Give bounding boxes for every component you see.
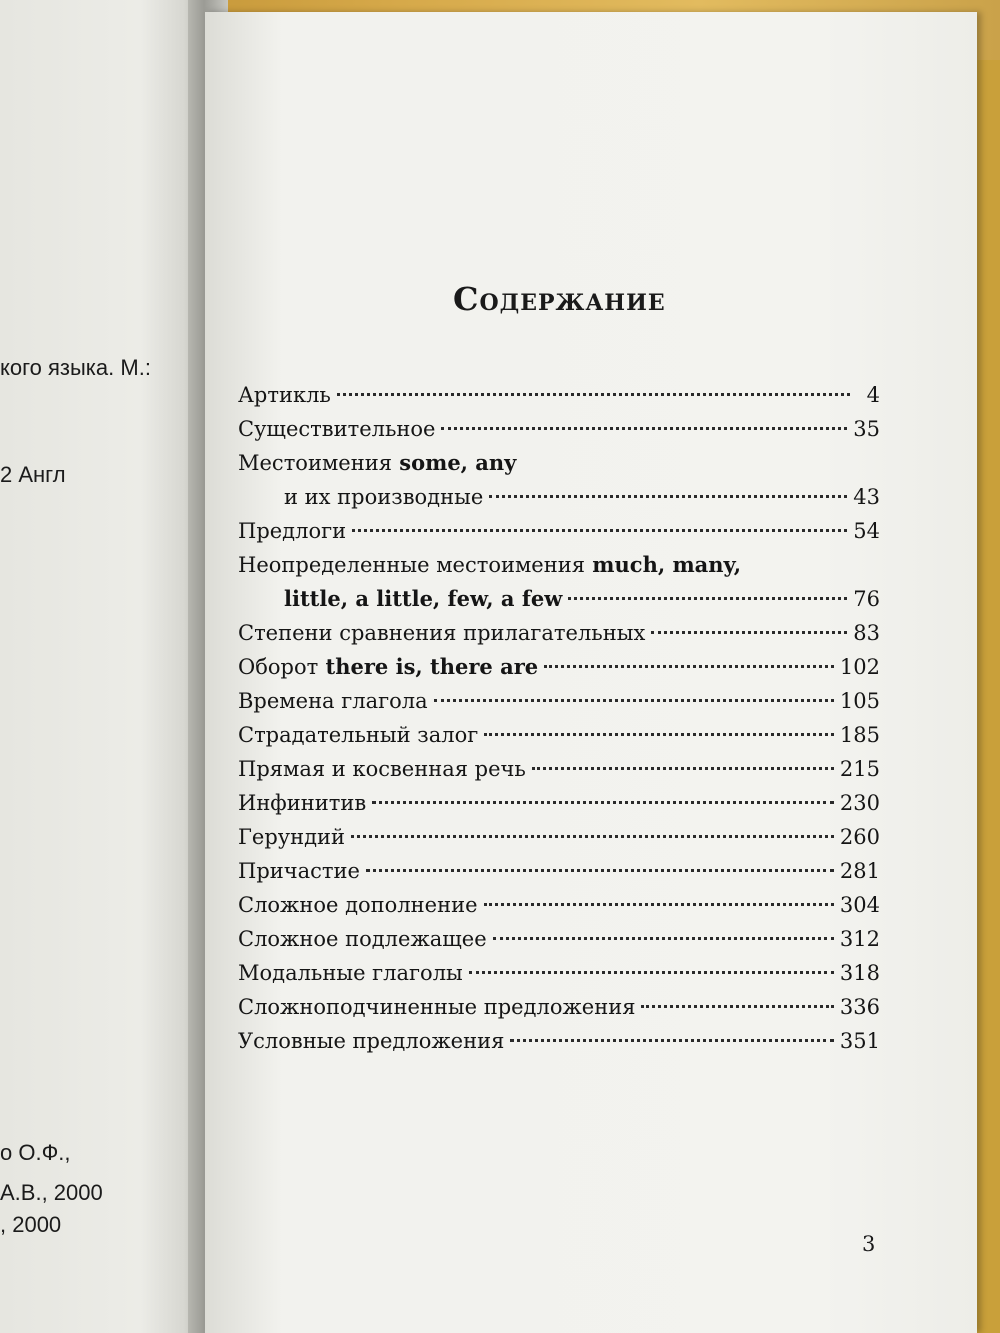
toc-entry <box>238 820 880 854</box>
toc-page-number: 4 <box>866 383 880 407</box>
toc-page-number: 230 <box>839 791 880 815</box>
toc-entry <box>238 616 880 650</box>
toc-leader-dots <box>568 597 847 600</box>
toc-title-text: и их производные <box>284 485 484 509</box>
toc-leader-dots <box>651 631 847 634</box>
toc-title-text: Сложное дополнение <box>238 893 478 917</box>
toc-page-number: 54 <box>853 519 880 543</box>
toc-entry-title <box>238 990 635 1024</box>
toc-entry <box>238 990 880 1024</box>
toc-entry <box>238 650 880 684</box>
toc-entry <box>238 922 880 956</box>
toc-title-text: Существительное <box>238 417 436 441</box>
toc-title-text: Прямая и косвенная речь <box>238 757 526 781</box>
toc-page-number: 215 <box>839 757 880 781</box>
toc-leader-dots <box>352 529 847 532</box>
toc-title-english: much, many, <box>584 552 742 577</box>
toc-title-text: Местоимения <box>238 451 392 475</box>
toc-title-text: Герундий <box>238 825 346 849</box>
toc-leader-dots <box>434 699 834 702</box>
toc-leader-dots <box>484 733 834 736</box>
toc-entry <box>238 480 880 514</box>
toc-page-number: 351 <box>839 1029 880 1053</box>
toc-title-text: Артикль <box>238 383 331 407</box>
toc-entry-title <box>284 480 483 514</box>
toc-page-number: 312 <box>839 927 880 951</box>
toc-leader-dots <box>372 801 834 804</box>
toc-entry-title <box>238 922 487 956</box>
toc-title-english: there is, there are <box>318 654 539 679</box>
toc-page-number: 43 <box>853 485 880 509</box>
toc-entry <box>238 412 880 446</box>
toc-entry-title <box>238 684 428 718</box>
toc-title-english: some, any <box>391 450 517 475</box>
page-title: Содержание <box>453 280 666 318</box>
toc-entry-title <box>238 786 366 820</box>
left-page <box>0 0 200 1333</box>
toc-entry <box>238 956 880 990</box>
toc-leader-dots <box>489 495 847 498</box>
toc-title-text: Модальные глаголы <box>238 961 463 985</box>
toc-page-number: 260 <box>839 825 880 849</box>
toc-title-text: Оборот <box>238 655 319 679</box>
toc-entry <box>238 514 880 548</box>
toc-entry-title <box>238 514 346 548</box>
toc-leader-dots <box>544 665 834 668</box>
toc-leader-dots <box>337 393 850 396</box>
toc-entry <box>238 854 880 888</box>
toc-entry-title <box>238 1024 504 1058</box>
toc-entry-title <box>238 616 645 650</box>
page-number: 3 <box>862 1232 876 1256</box>
toc-title-text: Страдательный залог <box>238 723 479 747</box>
toc-page-number: 304 <box>839 893 880 917</box>
toc-entry-title <box>238 412 435 446</box>
toc-entry-title <box>284 582 562 616</box>
toc-title-text: Сложное подлежащее <box>238 927 487 951</box>
toc-leader-dots <box>441 427 847 430</box>
toc-entry <box>238 684 880 718</box>
toc-page-number: 336 <box>839 995 880 1019</box>
toc-page-number: 105 <box>839 689 880 713</box>
toc-entry <box>238 752 880 786</box>
toc-entry-title <box>238 446 516 480</box>
table-of-contents <box>238 378 880 1058</box>
toc-title-text: Условные предложения <box>238 1029 505 1053</box>
toc-title-text: Времена глагола <box>238 689 428 713</box>
toc-title-text: Сложноподчиненные предложения <box>238 995 636 1019</box>
toc-leader-dots <box>366 869 834 872</box>
toc-page-number: 318 <box>839 961 880 985</box>
toc-entry-title <box>238 752 526 786</box>
toc-title-text: Предлоги <box>238 519 347 543</box>
toc-title-text: Степени сравнения прилагательных <box>238 621 646 645</box>
left-fragment: 2 Англ <box>0 462 66 487</box>
toc-title-text: Неопределенные местоимения <box>238 553 585 577</box>
toc-page-number: 76 <box>853 587 880 611</box>
left-fragment: , 2000 <box>0 1212 62 1237</box>
toc-page-number: 281 <box>839 859 880 883</box>
toc-title-text: Инфинитив <box>238 791 367 815</box>
toc-page-number: 83 <box>853 621 880 645</box>
toc-entry-title <box>238 956 463 990</box>
toc-title-english: little, a little, few, a few <box>284 586 563 611</box>
toc-page-number: 35 <box>853 417 880 441</box>
toc-entry-title <box>238 650 538 684</box>
toc-entry <box>238 446 880 480</box>
toc-entry <box>238 888 880 922</box>
toc-entry <box>238 718 880 752</box>
left-fragment: кого языка. М.: <box>0 355 151 380</box>
toc-entry-title <box>238 888 478 922</box>
toc-entry <box>238 1024 880 1058</box>
toc-leader-dots <box>641 1005 833 1008</box>
toc-leader-dots <box>469 971 834 974</box>
toc-leader-dots <box>493 937 834 940</box>
toc-leader-dots <box>351 835 834 838</box>
toc-entry <box>238 786 880 820</box>
toc-leader-dots <box>484 903 834 906</box>
toc-entry-title <box>238 548 741 582</box>
toc-entry <box>238 582 880 616</box>
toc-entry-title <box>238 854 360 888</box>
toc-page-number: 102 <box>839 655 880 679</box>
toc-title-text: Причастие <box>238 859 360 883</box>
toc-leader-dots <box>510 1039 834 1042</box>
toc-leader-dots <box>532 767 834 770</box>
left-fragment: А.В., 2000 <box>0 1180 103 1205</box>
toc-entry-title <box>238 718 478 752</box>
toc-entry-title <box>238 378 331 412</box>
toc-entry <box>238 548 880 582</box>
toc-entry-title <box>238 820 345 854</box>
toc-page-number: 185 <box>839 723 880 747</box>
left-fragment: о О.Ф., <box>0 1140 71 1165</box>
toc-entry <box>238 378 880 412</box>
